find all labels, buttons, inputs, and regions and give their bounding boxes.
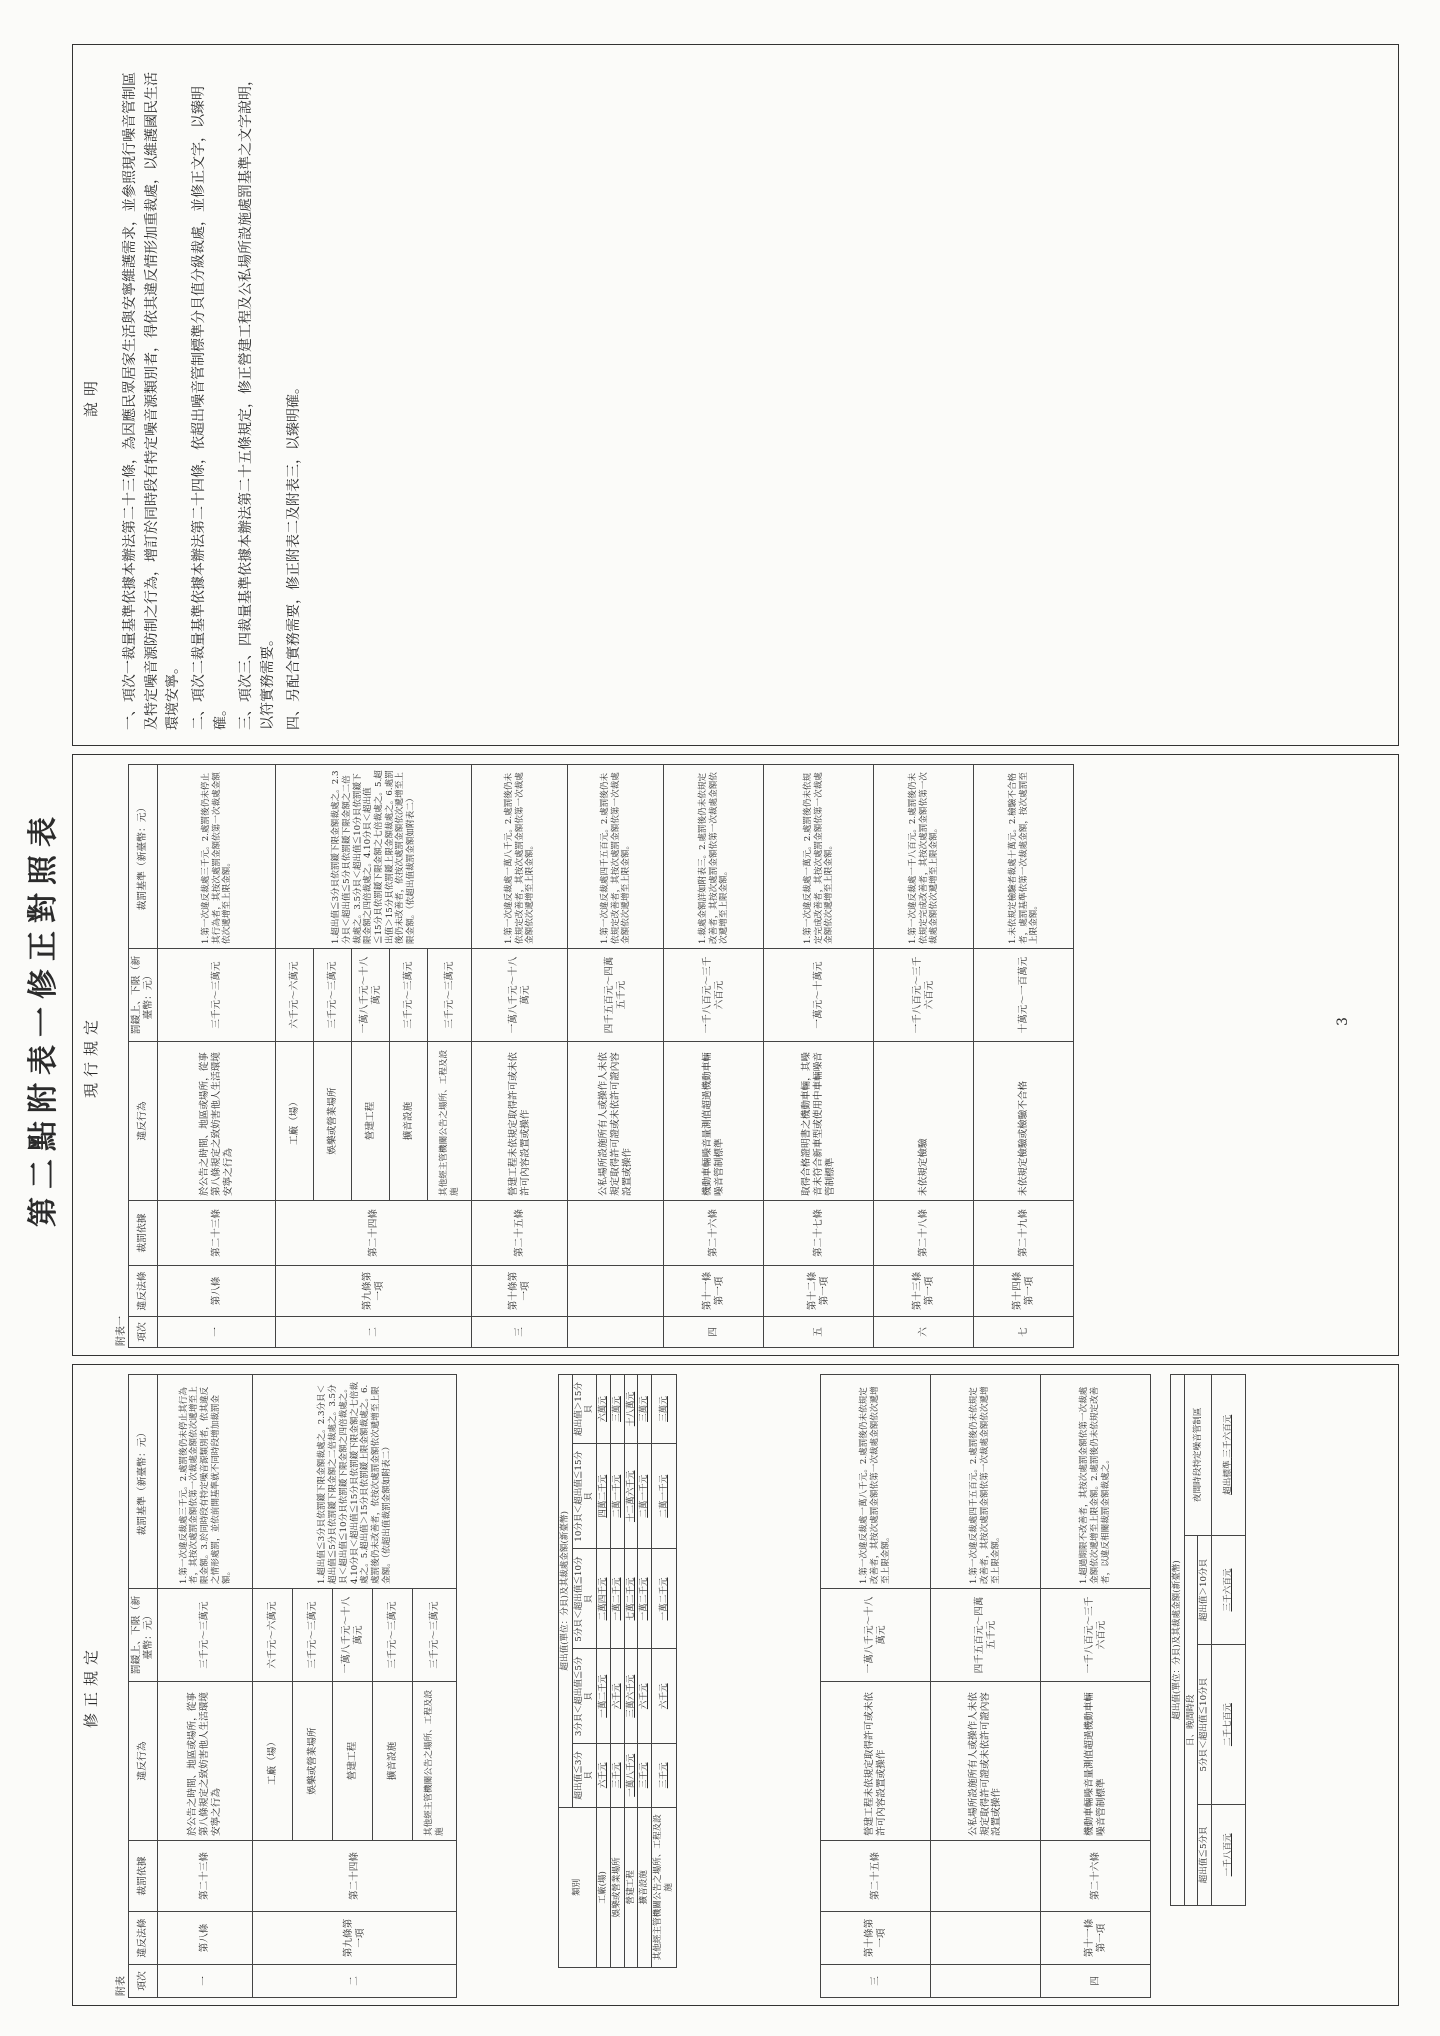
range-cell: 一萬元～十萬元 [764,949,874,1042]
item-cell: 一 [158,1317,276,1348]
range-cell: 一千八百元～三千六百元 [1041,1589,1151,1682]
range-cell: 三千元～三萬元 [413,1589,457,1682]
table-row [638,1375,652,1968]
standard-cell: 1.第一次違反裁處三千元。2.處罰後仍未停止其行為者，其按次處罰金額依第一次裁處金額依次遞增至上限金額。 [158,765,276,949]
act-cell: 營建工程未依規定取得許可或未依許可內容設置或操作 [821,1682,931,1841]
annex-label: 附表 [116,1976,127,1996]
basis-cell: 第二十五條 [472,1201,568,1266]
col-basis: 裁罰依據 [129,1201,158,1266]
law-cell: 第八條 [158,1266,276,1317]
standard-cell: 1.第一次違反裁處一萬八千元。2.處罰後仍未依規定改善者，其按次處罰金額依第一次裁處金額依次遞增至上限金額。 [821,1375,931,1589]
col-standard: 裁罰基準（新臺幣：元） [129,1375,158,1589]
standard-cell: 1.第一次違反裁處一萬元。2.處罰後仍未依規定完成改善者，其按次處罰金額依第一次裁處金額依次遞增至上限金額。 [764,765,874,949]
law-cell: 第八條 [158,1912,253,1965]
annex3-title: 超出值(單位：分貝)及其裁處金額(新臺幣) [1171,1375,1185,1906]
sub-act-cell: 擴音設施 [373,1682,413,1841]
col-basis: 裁罰依據 [129,1841,158,1912]
law-cell: 第十一條第一項 [1041,1912,1151,1965]
item-cell: 七 [974,1317,1074,1348]
item-cell: 一 [158,1965,253,1998]
annex2-cell: 一萬八千元 [624,1744,638,1808]
standard-cell: 1.第一次違反裁處三千元。2.處罰後仍未停止其行為者，其按次處罰金額依第一次裁處金額依次遞增至上限金額。3.於同時段有特定噪音源類別者，依其違反之情形處罰，並依前開基準就不同時段增加裁罰金額。 [158,1375,253,1589]
basis-cell: 第二十八條 [874,1201,974,1266]
law-cell: 第九條第一項 [253,1912,457,1965]
annex2-cell: 二萬四千元 [597,1549,611,1649]
standard-cell: 1.第一次違反裁處一萬八千元。2.處罰後仍未依規定改善者，其按次處罰金額依第一次裁處金額依次遞增至上限金額。 [472,765,568,949]
table-row [652,1375,676,1968]
act-cell: 機動車輛噪音量測值超過機動車輛噪音管制標準 [1041,1682,1151,1841]
col-law: 違反法條 [129,1912,158,1965]
range-cell: 三千元～三萬元 [293,1589,333,1682]
sub-act-cell: 工廠（場） [253,1682,293,1841]
annex2-table [558,1374,677,1968]
annex2-cell: 三萬六千元 [624,1649,638,1744]
annex3-night-value: 三千六百元 [1223,1414,1234,1458]
note-item: 四、另配合實務需要，修正附表二及附表三，以臻明確。 [285,380,302,730]
annex2-col: 3分貝＜超出值≦5分貝 [572,1649,596,1744]
standard-cell: 1.裁處金額詳如附表三。2.處罰後仍未依規定改善者，其按次處罰金額依第一次裁處金額依次遞增至上限金額。 [664,765,764,949]
table-row [1212,1375,1246,1906]
annex2-cell: 七萬二千元 [624,1549,638,1649]
annex3-col: 超出值≦5分貝 [1198,1804,1212,1905]
annex3-cell: 三千六百元 [1212,1535,1246,1645]
act-cell: 機動車輛噪音量測值超過機動車輛噪音管制標準 [664,1042,764,1201]
range-cell: 三千元～三萬元 [158,949,276,1042]
sub-act-cell: 其他經主管機關公告之場所、工程及設施 [428,1042,472,1201]
item-cell: 四 [1041,1965,1151,1998]
annex2-cell: 營建工程 [624,1807,638,1967]
revised-header: 修正規定 [82,1644,100,1729]
item-cell: 三 [821,1965,931,1998]
standard-cell: 1.未依規定檢驗者裁處十萬元。2.檢驗不合格者，處罰基準依第一次裁處金額，按次處罰至上限金額。 [974,765,1074,949]
annex3-table [1170,1374,1246,1906]
notes-header: 說明 [82,375,100,418]
standard-cell: 1.超過期限不改善者，其按次處罰金額依第一次裁處金額依次遞增至上限金額。2.處罰後仍未依規定改善者，以違反相關裁罰金額裁處之。 [1041,1375,1151,1589]
annex2-cell: 三萬元 [638,1375,652,1444]
act-cell: 未依規定檢驗 [874,1042,974,1201]
basis-cell: 第二十九條 [974,1201,1074,1266]
act-cell: 營建工程未依規定取得許可或未依許可內容設置或操作 [472,1042,568,1201]
range-cell: 六千元～六萬元 [276,949,314,1042]
range-cell: 一千八百元～三千六百元 [664,949,764,1042]
basis-cell: 第二十三條 [158,1201,276,1266]
note-item: 三、項次三、四裁量基準依據本辦法第二十五條規定，修正營建工程及公私場所設施處罰基準之文字說明，以符實務需要。 [238,72,277,730]
standard-cell: 1.第一次違反裁處一千八百元。2.處罰後仍未依規定完成改善者，其按次處罰金額依第一次裁處金額依次遞增至上限金額。 [874,765,974,949]
law-cell: 第十一條第一項 [664,1266,764,1317]
annex2-cell: 工廠(場) [597,1807,611,1967]
annex2-cell: 三千元 [638,1744,652,1808]
page-number: 3 [1335,1017,1351,1026]
act-cell: 公私場所設施所有人或操作人未依規定取得許可證或未依許可證內容設置或操作 [931,1682,1041,1841]
range-cell: 六千元～六萬元 [253,1589,293,1682]
law-cell: 第十二條第一項 [764,1266,874,1317]
range-cell: 三千元～三萬元 [428,949,472,1042]
annex2-cell: 三萬元 [652,1375,676,1444]
basis-cell: 第二十七條 [764,1201,874,1266]
annex2-col: 5分貝＜超出值≦10分貝 [572,1549,596,1649]
annex3-col: 超出值＞10分貝 [1198,1535,1212,1645]
act-cell: 於公告之時間、地區或場所，從事第八條規定之致妨害他人生活環境安寧之行為 [158,1042,276,1201]
table-row [597,1375,611,1968]
range-cell: 一千八百元～三千六百元 [874,949,974,1042]
law-cell: 第十四條第一項 [974,1266,1074,1317]
annex3-cell [1212,1375,1246,1536]
annex3-col: 5分貝＜超出值≦10分貝 [1198,1645,1212,1804]
annex3-night-label: 超出標準 [1223,1460,1234,1495]
act-cell: 未依規定檢驗或檢驗不合格 [974,1042,1074,1201]
annex2-cell: 六千元 [610,1649,624,1744]
note-item: 二、項次二裁量基準依據本辦法第二十四條，依超出噪音管制標準分貝值分級裁處，並修正文字，以臻明確。 [191,86,229,730]
annex2-cell: 一萬二千元 [638,1549,652,1649]
sub-act-cell: 擴音設施 [390,1042,428,1201]
range-cell: 三千元～三萬元 [390,949,428,1042]
annex2-col: 超出值≦3分貝 [572,1744,596,1808]
document-title: 第二點附表一修正對照表 [26,809,61,1227]
sub-act-cell: 工廠（場） [276,1042,314,1201]
annex2-col: 類別 [559,1807,597,1967]
act-cell: 公私場所設施所有人或操作人未依規定取得許可證或未依許可證內容設置或操作 [568,1042,664,1201]
range-cell: 三千元～三萬元 [158,1589,253,1682]
notes-body [120,62,310,730]
standard-cell: 1.超出值≦3分貝依罰鍰下限金額裁處之。2.3分貝＜超出值≦5分貝依罰鍰下限金額之二倍裁處之。3.5分貝＜超出值≦10分貝依罰鍰下限金額之四倍裁處之。4.10分貝＜超出值≦15分貝依罰鍰下限金額之七倍裁處之。5.超出值＞15分貝依罰鍰上限金額裁處之。6.處罰後仍未改善者，依按次處罰金額依次遞增至上限金額。（依超出值裁罰金額如附表二） [253,1375,457,1589]
table-row [624,1375,638,1968]
act-cell: 取得合格證明書之機動車輛，其噪音未符合新車型或使用中車輛噪音管制標準 [764,1042,874,1201]
annex3-period: 日、晚間時段 [1184,1535,1198,1905]
note-item: 一、項次一裁量基準依據本辦法第二十三條，為因應民眾居家生活與安寧維護需求，並參照現行噪音管制區及特定噪音源防制之行為，增訂於同時段有特定噪音源類別者，得依其違反情形加重裁處，以維護國民生活環境安寧。 [122,72,182,730]
annex-label: 附表一 [116,1316,127,1346]
range-cell: 四千五百元～四萬五千元 [931,1589,1041,1682]
item-cell: 四 [664,1317,764,1348]
law-cell: 第九條第一項 [276,1266,472,1317]
sub-act-cell: 娛樂或營業場所 [314,1042,352,1201]
table-row [610,1375,624,1968]
col-standard: 裁罰基準（新臺幣：元） [129,765,158,949]
range-cell: 四千五百元～四萬五千元 [568,949,664,1042]
basis-cell: 第二十五條 [821,1841,931,1912]
col-range: 罰鍰上、下限（新臺幣：元） [129,1589,158,1682]
annex2-cell: 其他經主管機關公告之場所、工程及設施 [652,1807,676,1967]
col-act: 違反行為 [129,1042,158,1201]
annex2-cell: 十八萬元 [624,1375,638,1444]
annex2-cell: 四萬二千元 [597,1444,611,1549]
annex3-cell: 一千八百元 [1212,1804,1246,1905]
annex2-cell: 六萬元 [597,1375,611,1444]
current-header: 現行規定 [82,1014,100,1099]
law-cell: 第十條第一項 [821,1912,931,1965]
annex2-cell: 娛樂或營業場所 [610,1807,624,1967]
col-range: 罰鍰上、下限（新臺幣：元） [129,949,158,1042]
basis-cell: 第二十四條 [276,1201,472,1266]
basis-cell: 第二十六條 [664,1201,764,1266]
standard-cell: 1.第一次違反裁處四千五百元。2.處罰後仍未依規定改善者，其按次處罰金額依第一次裁處金額依次遞增至上限金額。 [931,1375,1041,1589]
sub-act-cell: 其他經主管機關公告之場所、工程及設施 [413,1682,457,1841]
annex2-cell: 二萬一千元 [652,1444,676,1549]
range-cell: 三千元～三萬元 [314,949,352,1042]
law-cell: 第十條第一項 [472,1266,568,1317]
annex3-cell: 二千七百元 [1212,1645,1246,1804]
basis-cell: 第二十四條 [253,1841,457,1912]
revised-table [128,1374,457,1998]
annex2-cell: 三千元 [610,1744,624,1808]
col-item: 項次 [129,1317,158,1348]
sub-act-cell: 營建工程 [352,1042,390,1201]
col-item: 項次 [129,1965,158,1998]
law-cell: 第十三條第一項 [874,1266,974,1317]
basis-cell: 第二十六條 [1041,1841,1151,1912]
annex2-cell: 三千元 [652,1744,676,1808]
item-cell: 五 [764,1317,874,1348]
range-cell: 一萬八千元～十八萬元 [472,949,568,1042]
item-cell: 六 [874,1317,974,1348]
range-cell: 十萬元～一百萬元 [974,949,1074,1042]
annex2-cell: 二萬一千元 [610,1444,624,1549]
current-table [128,764,1074,1348]
annex2-cell: 三萬元 [610,1375,624,1444]
annex2-col: 10分貝＜超出值≦15分貝 [572,1444,596,1549]
col-act: 違反行為 [129,1682,158,1841]
annex3-night: 夜間時段特定噪音管制區 [1184,1375,1211,1536]
annex2-cell: 擴音設施 [638,1807,652,1967]
annex2-cell: 六千元 [638,1649,652,1744]
annex2-cell: 一萬二千元 [597,1649,611,1744]
annex2-cell: 十二萬六千元 [624,1444,638,1549]
range-cell: 一萬八千元～十八萬元 [352,949,390,1042]
annex2-cell: 六千元 [652,1649,676,1744]
annex2-cell: 六千元 [597,1744,611,1808]
annex2-title: 超出值(單位：分貝)及其裁處金額(新臺幣) [559,1375,573,1808]
basis-cell: 第二十三條 [158,1841,253,1912]
standard-cell: 1.第一次違反裁處四千五百元。2.處罰後仍未依規定改善者，其按次處罰金額依第一次裁處金額依次遞增至上限金額。 [568,765,664,949]
range-cell: 一萬八千元～十八萬元 [333,1589,373,1682]
range-cell: 一萬八千元～十八萬元 [821,1589,931,1682]
sub-act-cell: 娛樂或營業場所 [293,1682,333,1841]
item-cell: 二 [276,1317,472,1348]
item-cell: 二 [253,1965,457,1998]
annex2-cell: 二萬一千元 [638,1444,652,1549]
annex2-cell: 一萬二千元 [652,1549,676,1649]
revised-table-cont [820,1374,1151,1998]
annex2-cell: 一萬二千元 [610,1549,624,1649]
act-cell: 於公告之時間、地區或場所，從事第八條規定之致妨害他人生活環境安寧之行為 [158,1682,253,1841]
col-law: 違反法條 [129,1266,158,1317]
sub-act-cell: 營建工程 [333,1682,373,1841]
standard-cell: 1.超出值≦3分貝依罰鍰下限金額裁處之。2.3分貝＜超出值≦5分貝依罰鍰下限金額之二倍裁處之。3.5分貝＜超出值≦10分貝依罰鍰下限金額之四倍裁處之。4.10分貝＜超出值≦15分貝依罰鍰下限金額之七倍裁處之。5.超出值＞15分貝依罰鍰上限金額裁處之。6.處罰後仍未改善者，依按次處罰金額依次遞增至上限金額。（依超出值裁罰金額如附表二） [276,765,472,949]
range-cell: 三千元～三萬元 [373,1589,413,1682]
item-cell: 三 [472,1317,568,1348]
annex2-col: 超出值＞15分貝 [572,1375,596,1444]
